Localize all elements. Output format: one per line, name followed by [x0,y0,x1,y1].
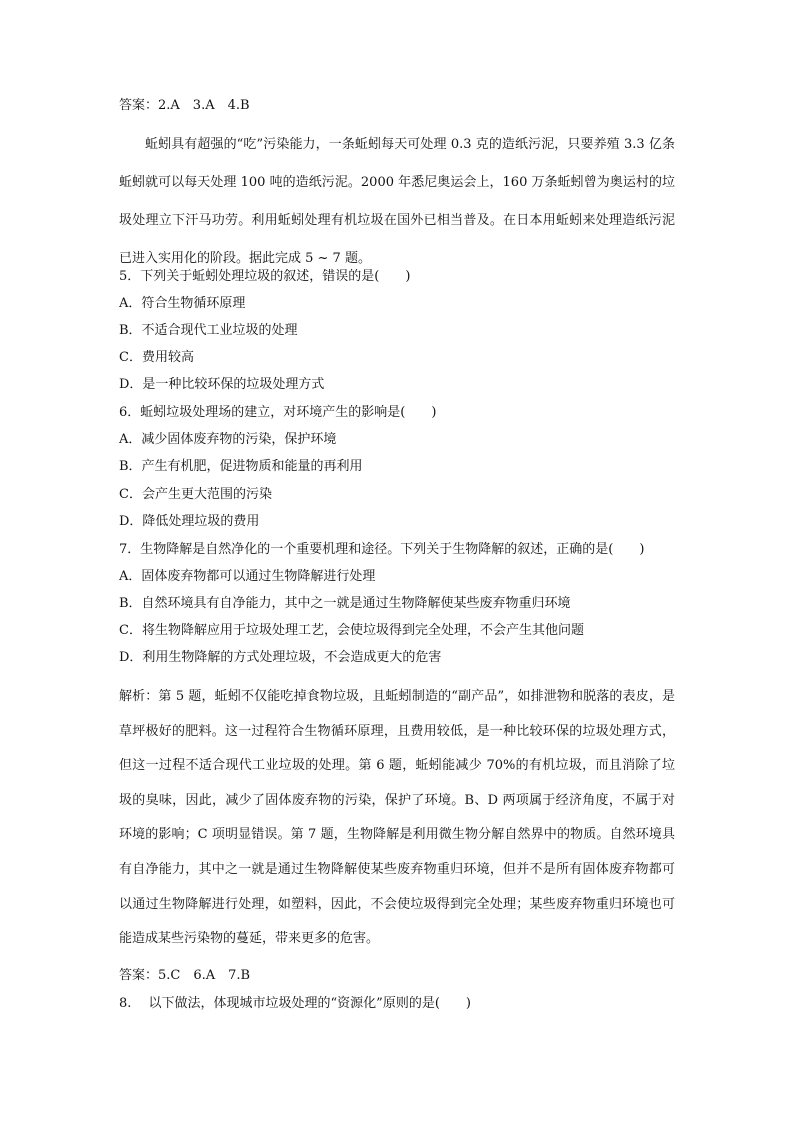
question-7-stem: 7．生物降解是自然净化的一个重要机理和途径。下列关于生物降解的叙述，正确的是( ) [119,542,645,557]
question-6-option-d: D．降低处理垃圾的费用 [119,514,260,529]
question-6-option-c: C．会产生更大范围的污染 [119,487,272,502]
question-7-option-a: A．固体废弃物都可以通过生物降解进行处理 [119,569,376,584]
answer-line-2: 答案：5.C 6.A 7.B [119,968,251,983]
question-7-option-b: B．自然环境具有自净能力，其中之一就是通过生物降解使某些废弃物重归环境 [119,596,571,611]
question-5-stem: 5．下列关于蚯蚓处理垃圾的叙述，错误的是( ) [119,269,411,284]
reading-passage: 蚯蚓具有超强的“吃”污染能力，一条蚯蚓每天可处理 0.3 克的造纸污泥，只要养殖 3.3 亿条蚯蚓就可以每天处理 100 吨的造纸污泥。2000 年悉尼奥运会上，160 万条蚯蚓曾为奥运村的垃圾处理立下汗马功劳。利用蚯蚓处理有机垃圾在国外已相当普及。在日本用蚯蚓来处理造纸污泥已进入实用化的阶段。据此完成 5 ~ 7 题。 [119,137,675,266]
question-7-option-c: C．将生物降解应用于垃圾处理工艺，会使垃圾得到完全处理，不会产生其他问题 [119,623,584,638]
question-6-option-a: A．减少固体废弃物的污染，保护环境 [119,432,337,447]
question-7-option-d: D．利用生物降解的方式处理垃圾，不会造成更大的危害 [119,650,442,665]
question-6-stem: 6．蚯蚓垃圾处理场的建立，对环境产生的影响是( ) [119,405,437,420]
question-5-option-d: D．是一种比较环保的垃圾处理方式 [119,377,325,392]
analysis-paragraph: 解析：第 5 题，蚯蚓不仅能吃掉食物垃圾，且蚯蚓制造的“副产品”，如排泄物和脱落的表皮，是草坪极好的肥料。这一过程符合生物循环原理，且费用较低，是一种比较环保的垃圾处理方式，但这一过程不适合现代工业垃圾的处理。第 6 题，蚯蚓能减少 70%的有机垃圾，而且消除了垃圾的臭味，因此，减少了固体废弃物的污染，保护了环境。B、D 两项属于经济角度，不属于对环境的影响；C 项明显错误。第 7 题，生物降解是利用微生物分解自然界中的物质。自然环境具有自净能力，其中之一就是通过生物降解使某些废弃物重归环境，但并不是所有固体废弃物都可以通过生物降解进行处理，如塑料，因此，不会使垃圾得到完全处理；某些废弃物重归环境也可能造成某些污染物的蔓延，带来更多的危害。 [119,689,675,947]
question-8-stem: 8. 以下做法，体现城市垃圾处理的“资源化”原则的是( ) [119,996,471,1011]
answer-line-1: 答案：2.A 3.A 4.B [119,98,250,113]
question-5-option-c: C．费用较高 [119,350,194,365]
question-5-option-a: A．符合生物循环原理 [119,296,246,311]
question-6-option-b: B．产生有机肥，促进物质和能量的再利用 [119,459,363,474]
question-5-option-b: B．不适合现代工业垃圾的处理 [119,323,298,338]
